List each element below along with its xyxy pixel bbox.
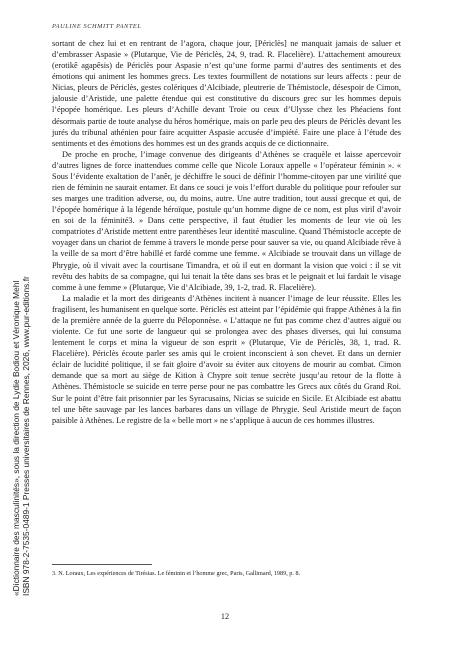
running-head: PAULINE SCHMITT PANTEL [52,23,142,30]
side-note-line-2: ISBN 978-2-7535-0489-1 Presses universitaires de Rennes, 2026, www.pur-editions.fr [21,276,32,596]
page-number: 12 [220,612,230,621]
side-note-line-1: «Dictionnaire des masculinités», sous la direction de Lydie Bodiou et Véronique Mehl [11,280,21,596]
copyright-side-note [11,36,31,596]
paragraph-3: La maladie et la mort des dirigeants d’Athènes incitent à nuancer l’image de leur réussite. Elles les fragilisent, les humanisent en quelque sorte. Périclès est atteint par l’épidémie qui frappe Athènes à la fin de la première année de la guerre du Péloponnèse. « L’attaque ne fut pas comme chez d’autres aiguë ou violente. Ce fut une sorte de langueur qui se prolongea avec des phases diverses, qui lui consuma lentement le corps et mina la vigueur de son esprit » (Plutarque, Vie de Périclès, 38, 1, trad. R. Flacelière). Périclès écoute parler ses amis qui le croient inconscient à son chevet. Et dans un dernier éclair de lucidité politique, il se fait gloire d’avoir su éviter aux citoyens de mourir au combat. Cimon demande que sa mort au siège de Kition à Chypre soit tenue secrète jusqu’au retour de la flotte à Athènes. Thémistocle se suicide en terre perse pour ne pas combattre les Grecs aux côtés du Grand Roi. Sur le point d’être fait prisonnier par les Syracusains, Nicias se suicide en Sicile. Et Alcibiade est abattu tel une bête sauvage par les lances barbares dans un village de Phrygie. Seul Aristide meurt de façon paisible à Athènes. Le registre de la « belle mort » ne s’applique à aucun de ces hommes illustres. [52,293,401,425]
paragraph-1: sortant de chez lui et en rentrant de l’agora, chaque jour, [Périclès] ne manquait jamais de saluer et d’embrasser Aspasie » (Plutarque, Vie de Périclès, 24, 9, trad. R. Flacelière). L’attachement amoureux (erotikê agapêsis) de Périclès pour Aspasie n’est qu’une forme parmi d’autres des sentiments et des émotions qui animent les hommes grecs. Les textes fourmillent de notations sur leurs affects : peur de Nicias, pleurs de Périclès, gestes colériques d’Alcibiade, pleutrerie de Thémistocle, désespoir de Cimon, jalousie d’Aristide, une palette étendue qui est constitutive du discours grec sur les hommes depuis l’épopée homérique. Les pleurs d’Achille devant Troie ou ceux d’Ulysse chez les Phéaciens font désormais partie de toute analyse du héros homérique, mais on parle peu des pleurs de Périclès devant les jurés du tribunal athénien pour faire acquitter Aspasie accusée d’impiété. Faire une place à l’étude des sentiments et des émotions des hommes est un des grands acquis de ce dictionnaire. [52,39,401,148]
body-text [52,38,401,426]
footnote: 3. N. Loraux, Les expériences de Tirésias. Le féminin et l’homme grec, Paris, Gallimard, 1989, p. 8. [52,570,301,577]
paragraph-2: De proche en proche, l’image convenue des dirigeants d’Athènes se craquèle et laisse apercevoir d’autres lignes de force inattendues comme celle que Nicole Loraux appelle « l’opérateur féminin ». « Sous l’évidente exaltation de l’anêr, je déchiffre le souci de définir l’homme-citoyen par une virilité que rien de féminin ne saurait entamer. Et dans ce souci je vois l’effort durable du politique pour refouler sur ses marges une tradition adverse, ou, du moins, autre. Une autre tradition, tout aussi grecque et qui, de l’épopée homérique à la légende héroïque, postule qu’un homme digne de ce nom, est plus viril d’avoir en soi de la féminité3. » Dans cette perspective, il faut étudier les moments de leur vie où les compatriotes d’Aristide mettent entre parenthèses leur identité masculine. Quand Thémistocle accepte de voyager dans un chariot de femme à travers le monde perse pour sauver sa vie, ou quand Alcibiade rêve à la veille de sa mort d’être habillé et fardé comme une femme. « Alcibiade se trouvait dans un village de Phrygie, où il vivait avec la courtisane Timandra, et où il eut en dormant la vision que voici : il se vit revêtu des habits de sa compagne, qui lui tenait la tête dans ses bras et le peignait et lui fardait le visage comme à une femme » (Plutarque, Vie d’Alcibiade, 39, 1-2, trad. R. Flacelière). [52,149,401,292]
footnote-rule [52,564,152,565]
